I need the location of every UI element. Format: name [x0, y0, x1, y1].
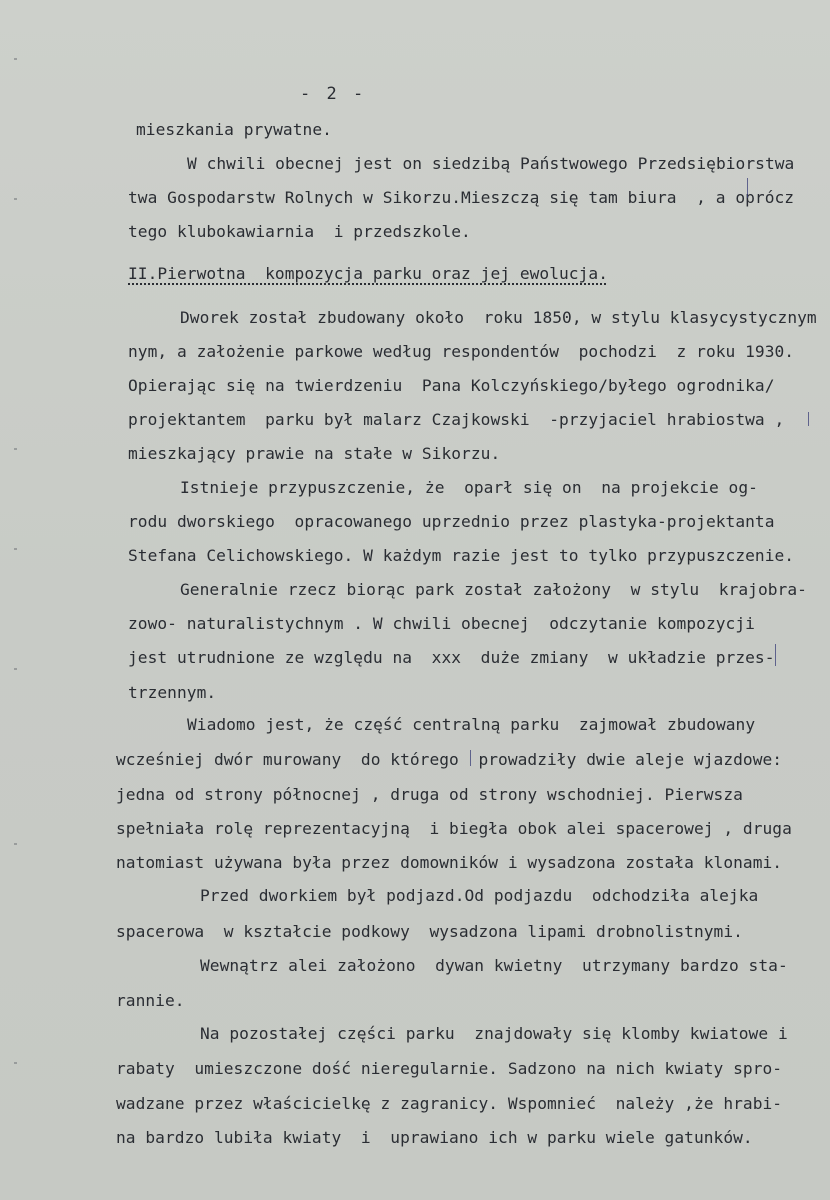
text-line: Przed dworkiem był podjazd.Od podjazdu odchodziła alejka	[200, 886, 759, 905]
text-line: na bardzo lubiła kwiaty i uprawiano ich w parku wiele gatunków.	[116, 1128, 753, 1147]
text-line: twa Gospodarstw Rolnych w Sikorzu.Mieszczą się tam biura , a oprócz	[128, 188, 795, 207]
text-line: trzennym.	[128, 683, 217, 702]
text-line: rannie.	[116, 991, 185, 1010]
text-line: Wiadomo jest, że część centralną parku zajmował zbudowany	[187, 715, 756, 734]
text-line: jedna od strony północnej , druga od strony wschodniej. Pierwsza	[116, 785, 743, 804]
text-line: nym, a założenie parkowe według respondentów pochodzi z roku 1930.	[128, 342, 795, 361]
text-line: Generalnie rzecz biorąc park został założony w stylu krajobra-	[180, 580, 807, 599]
text-line: Dworek został zbudowany około roku 1850, w stylu klasycystycznym	[180, 308, 817, 327]
text-line: W chwili obecnej jest on siedzibą Państwowego Przedsiębiorstwa	[187, 154, 795, 173]
text-line: spacerowa w kształcie podkowy wysadzona lipami drobnolistnymi.	[116, 922, 743, 941]
text-line: zowo- naturalistychnym . W chwili obecnej odczytanie kompozycji	[128, 614, 755, 633]
pen-mark	[470, 750, 471, 766]
pen-mark	[747, 178, 748, 198]
pen-mark	[808, 412, 809, 426]
pen-mark	[775, 644, 776, 666]
edge-speck	[14, 198, 17, 200]
page-number: - 2 -	[300, 84, 367, 104]
text-line: rabaty umieszczone dość nieregularnie. Sadzono na nich kwiaty spro-	[116, 1059, 783, 1078]
text-line: Wewnątrz alei założono dywan kwietny utrzymany bardzo sta-	[200, 956, 788, 975]
text-line: wadzane przez właścicielkę z zagranicy. Wspomnieć należy ,że hrabi-	[116, 1094, 783, 1113]
text-line: projektantem parku był malarz Czajkowski -przyjaciel hrabiostwa ,	[128, 410, 785, 429]
text-line: rodu dworskiego opracowanego uprzednio przez plastyka-projektanta	[128, 512, 775, 531]
edge-speck	[14, 843, 17, 845]
text-line: spełniała rolę reprezentacyjną i biegła obok alei spacerowej , druga	[116, 819, 792, 838]
text-line: wcześniej dwór murowany do którego prowadziły dwie aleje wjazdowe:	[116, 750, 783, 769]
text-line: Na pozostałej części parku znajdowały się klomby kwiatowe i	[200, 1024, 788, 1043]
section-heading: II.Pierwotna kompozycja parku oraz jej ewolucja.	[128, 264, 608, 283]
text-line: mieszkania prywatne.	[136, 120, 332, 139]
text-line: Opierając się na twierdzeniu Pana Kolczyńskiego/byłego ogrodnika/	[128, 376, 775, 395]
text-line: Stefana Celichowskiego. W każdym razie jest to tylko przypuszczenie.	[128, 546, 795, 565]
edge-speck	[14, 58, 17, 60]
edge-speck	[14, 668, 17, 670]
edge-speck	[14, 1062, 17, 1064]
text-line: Istnieje przypuszczenie, że oparł się on na projekcie og-	[180, 478, 758, 497]
text-line: jest utrudnione ze względu na xxx duże zmiany w układzie przes-	[128, 648, 775, 667]
text-line: tego klubokawiarnia i przedszkole.	[128, 222, 471, 241]
edge-speck	[14, 548, 17, 550]
edge-speck	[14, 448, 17, 450]
text-line: mieszkający prawie na stałe w Sikorzu.	[128, 444, 501, 463]
text-line: natomiast używana była przez domowników i wysadzona została klonami.	[116, 853, 783, 872]
